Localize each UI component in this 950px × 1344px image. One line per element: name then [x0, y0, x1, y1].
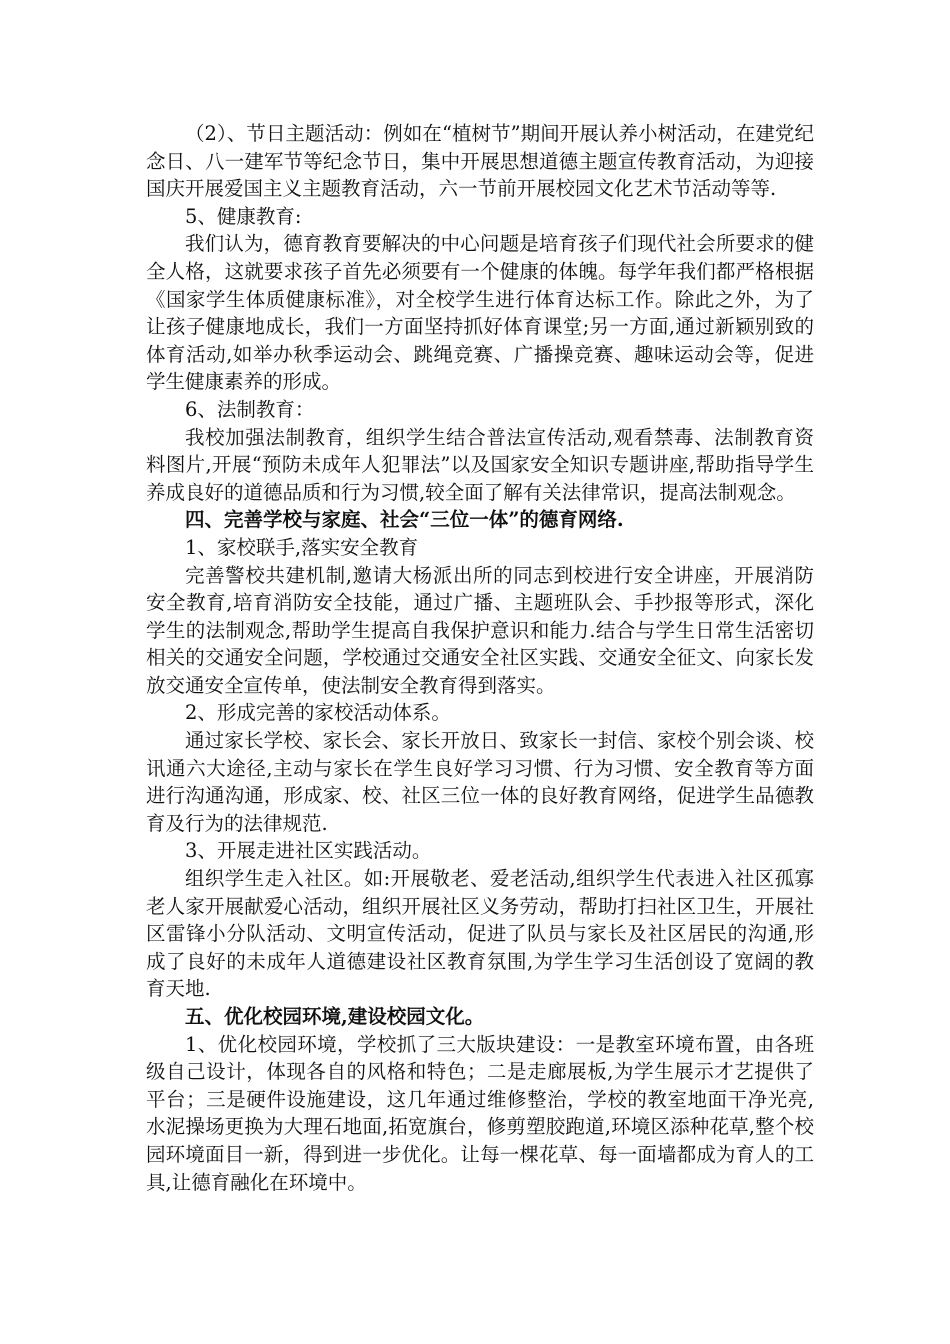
paragraph-campus-environment: 1、优化校园环境，学校抓了三大版块建设：一是教室环境布置，由各班级自己设计，体现各自的风格和特色；二是走廊展板,为学生展示才艺提供了平台；三是硬件设施建设，这几年通过维修整治，学校的教室地面干净光亮,水泥操场更换为大理石地面,拓宽旗台，修剪塑胶跑道,环境区添种花草,整个校园环境面目一新，得到进一步优化。让每一棵花草、每一面墙都成为育人的工具,让德育融化在环境中。	[146, 1032, 814, 1194]
subheading-legal-education: 6、法制教育：	[185, 397, 315, 421]
paragraph-health-education: 我们认为，德育教育要解决的中心问题是培育孩子们现代社会所要求的健全人格，这就要求孩子首先必须要有一个健康的体魄。每学年我们都严格根据《国家学生体质健康标准》，对全校学生进行体育达标工作。除此之外，为了让孩子健康地成长，我们一方面坚持抓好体育课堂;另一方面,通过新颖别致的体育活动,如举办秋季运动会、跳绳竞赛、广播操竞赛、趣味运动会等，促进学生健康素养的形成。	[146, 232, 814, 394]
paragraph-festival-activities: （2）、节日主题活动：例如在“植树节”期间开展认养小树活动，在建党纪念日、八一建军节等纪念节日，集中开展思想道德主题宣传教育活动，为迎接国庆开展爱国主义主题教育活动，六一节前开展校园文化艺术节活动等等.	[146, 122, 814, 201]
paragraph-community-practice: 组织学生走入社区。如:开展敬老、爱老活动,组织学生代表进入社区孤寡老人家开展献爱心活动，组织开展社区义务劳动，帮助打扫社区卫生，开展社区雷锋小分队活动、文明宣传活动，促进了队员与家长及社区居民的沟通,形成了良好的未成年人道德建设社区教育氛围,为学生学习生活创设了宽阔的教育天地.	[146, 867, 814, 1001]
paragraph-safety-education: 完善警校共建机制,邀请大杨派出所的同志到校进行安全讲座，开展消防安全教育,培育消防安全技能，通过广播、主题班队会、手抄报等形式，深化学生的法制观念,帮助学生提高自我保护意识和能力.结合与学生日常生活密切相关的交通安全问题，学校通过交通安全社区实践、交通安全征文、向家长发放交通安全宣传单，使法制安全教育得到落实。	[146, 563, 814, 697]
document-body	[146, 120, 814, 1196]
paragraph-home-school-system: 通过家长学校、家长会、家长开放日、致家长一封信、家校个别会谈、校讯通六大途径,主动与家长在学生良好学习习惯、行为习惯、安全教育等方面进行沟通沟通，形成家、校、社区三位一体的良好教育网络，促进学生品德教育及行为的法律规范.	[146, 729, 814, 835]
subheading-home-school-system: 2、形成完善的家校活动体系。	[185, 701, 451, 725]
subheading-health-education: 5、健康教育:	[185, 204, 302, 228]
section-heading-four: 四、完善学校与家庭、社会“三位一体”的德育网络.	[185, 508, 624, 532]
subheading-home-school-safety: 1、家校联手,落实安全教育	[185, 535, 419, 559]
section-heading-five: 五、优化校园环境,建设校园文化。	[185, 1005, 485, 1028]
paragraph-legal-education: 我校加强法制教育，组织学生结合普法宣传活动,观看禁毒、法制教育资料图片,开展“预防未成年人犯罪法”以及国家安全知识专题讲座,帮助指导学生养成良好的道德品质和行为习惯,较全面了解有关法律常识，提高法制观念。	[146, 425, 814, 504]
subheading-community-practice: 3、开展走进社区实践活动。	[185, 839, 432, 863]
